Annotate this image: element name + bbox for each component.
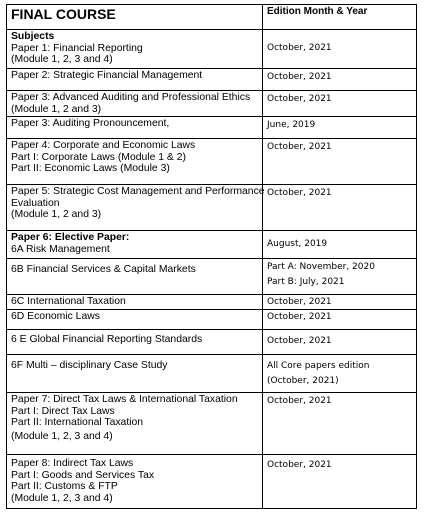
subject-line: (Module 1, 2, 3 and 4): [11, 54, 113, 66]
subject-cell: [7, 310, 263, 330]
edition-cell: [263, 330, 417, 355]
edition-line: October, 2021: [267, 94, 332, 104]
subject-line: Paper 3: Advanced Auditing and Professional Ethics: [11, 92, 251, 103]
edition-line: October, 2021: [267, 336, 332, 346]
subject-line: 6D Economic Laws: [11, 311, 100, 322]
table-row: [7, 330, 417, 355]
table-row: [7, 69, 417, 91]
edition-line: October, 2021: [267, 297, 332, 307]
edition-line: October, 2021: [267, 460, 332, 470]
subject-line: (Module 1, 2 and 3): [11, 103, 102, 115]
subject-cell: [7, 185, 263, 231]
table-row: [7, 231, 417, 259]
edition-cell: [263, 91, 417, 117]
subject-cell: [7, 455, 263, 509]
subject-line: Part II: International Taxation: [11, 417, 144, 429]
edition-cell: [263, 310, 417, 330]
edition-cell: [263, 295, 417, 310]
edition-cell: [263, 259, 417, 295]
subjects-header-row: [7, 30, 417, 69]
edition-cell: [263, 455, 417, 509]
edition-line: August, 2019: [267, 239, 328, 249]
edition-line: Part B: July, 2021: [267, 277, 345, 287]
subject-cell: [7, 355, 263, 393]
subject-line: Paper 2: Strategic Financial Management: [11, 70, 203, 81]
subject-line: 6 E Global Financial Reporting Standards: [11, 334, 203, 345]
edition-cell: [263, 393, 417, 455]
subject-cell: [7, 330, 263, 355]
subject-line: Part II: Customs & FTP: [11, 481, 118, 493]
subject-line: 6A Risk Management: [11, 243, 110, 255]
edition-line: October, 2021: [267, 72, 332, 82]
subject-cell: [7, 295, 263, 310]
subject-cell: [7, 139, 263, 185]
edition-line: October, 2021: [267, 312, 332, 322]
table-row: [7, 393, 417, 455]
subject-cell: [7, 231, 263, 259]
edition-line: October, 2021: [267, 43, 332, 53]
subject-line: 6C International Taxation: [11, 296, 126, 307]
subject-line: (Module 1, 2 and 3): [11, 209, 102, 221]
subject-line: Paper 3: Auditing Pronouncement,: [11, 118, 170, 129]
table-row: [7, 91, 417, 117]
table-row: [7, 310, 417, 330]
table-row: [7, 355, 417, 393]
edition-line: Part A: November, 2020: [267, 262, 375, 272]
edition-cell: [263, 185, 417, 231]
subject-line: Evaluation: [11, 197, 60, 209]
elective-heading: Paper 6: Elective Paper:: [11, 232, 130, 243]
table-row: [7, 259, 417, 295]
edition-cell: [263, 231, 417, 259]
subject-line: Paper 7: Direct Tax Laws & International Taxation: [11, 394, 238, 405]
table-row: [7, 455, 417, 509]
subject-cell: [7, 117, 263, 139]
edition-cell: [263, 355, 417, 393]
subject-line: Paper 5: Strategic Cost Management and Performance: [11, 186, 265, 197]
table-header-row: [7, 5, 417, 30]
course-edition-table: [6, 4, 417, 509]
subject-cell: [7, 393, 263, 455]
course-title: FINAL COURSE: [7, 5, 263, 30]
table-row: [7, 117, 417, 139]
edition-cell: [263, 139, 417, 185]
edition-cell: [263, 117, 417, 139]
table-row: [7, 185, 417, 231]
subject-line: Part II: Economic Laws (Module 3): [11, 163, 170, 175]
subject-line: 6B Financial Services & Capital Markets: [11, 264, 196, 275]
subject-line: 6F Multi – disciplinary Case Study: [11, 360, 168, 371]
subject-line: Part I: Direct Tax Laws: [11, 405, 115, 417]
edition-line: June, 2019: [267, 120, 316, 130]
subject-cell: [7, 259, 263, 295]
subject-cell: [7, 91, 263, 117]
edition-column-header: Edition Month & Year: [263, 5, 417, 30]
subject-line: (Module 1, 2, 3 and 4): [11, 492, 113, 504]
table-row: [7, 139, 417, 185]
edition-line: October, 2021: [267, 188, 332, 198]
subject-line: Paper 4: Corporate and Economic Laws: [11, 140, 196, 151]
subject-line: Part I: Corporate Laws (Module 1 & 2): [11, 151, 186, 163]
edition-line: October, 2021: [267, 142, 332, 152]
subjects-cell: [7, 30, 263, 69]
subject-cell: [7, 69, 263, 91]
subject-line: (Module 1, 2, 3 and 4): [11, 430, 113, 442]
subject-line: Paper 1: Financial Reporting: [11, 42, 143, 54]
edition-line: October, 2021: [267, 396, 332, 406]
table-row: [7, 295, 417, 310]
edition-cell: [263, 30, 417, 69]
edition-line: (October, 2021): [267, 376, 339, 386]
subjects-label: Subjects: [11, 31, 55, 42]
edition-line: All Core papers edition: [267, 361, 370, 371]
edition-cell: [263, 69, 417, 91]
subject-line: Paper 8: Indirect Tax Laws: [11, 458, 134, 469]
subject-line: Part I: Goods and Services Tax: [11, 469, 155, 481]
